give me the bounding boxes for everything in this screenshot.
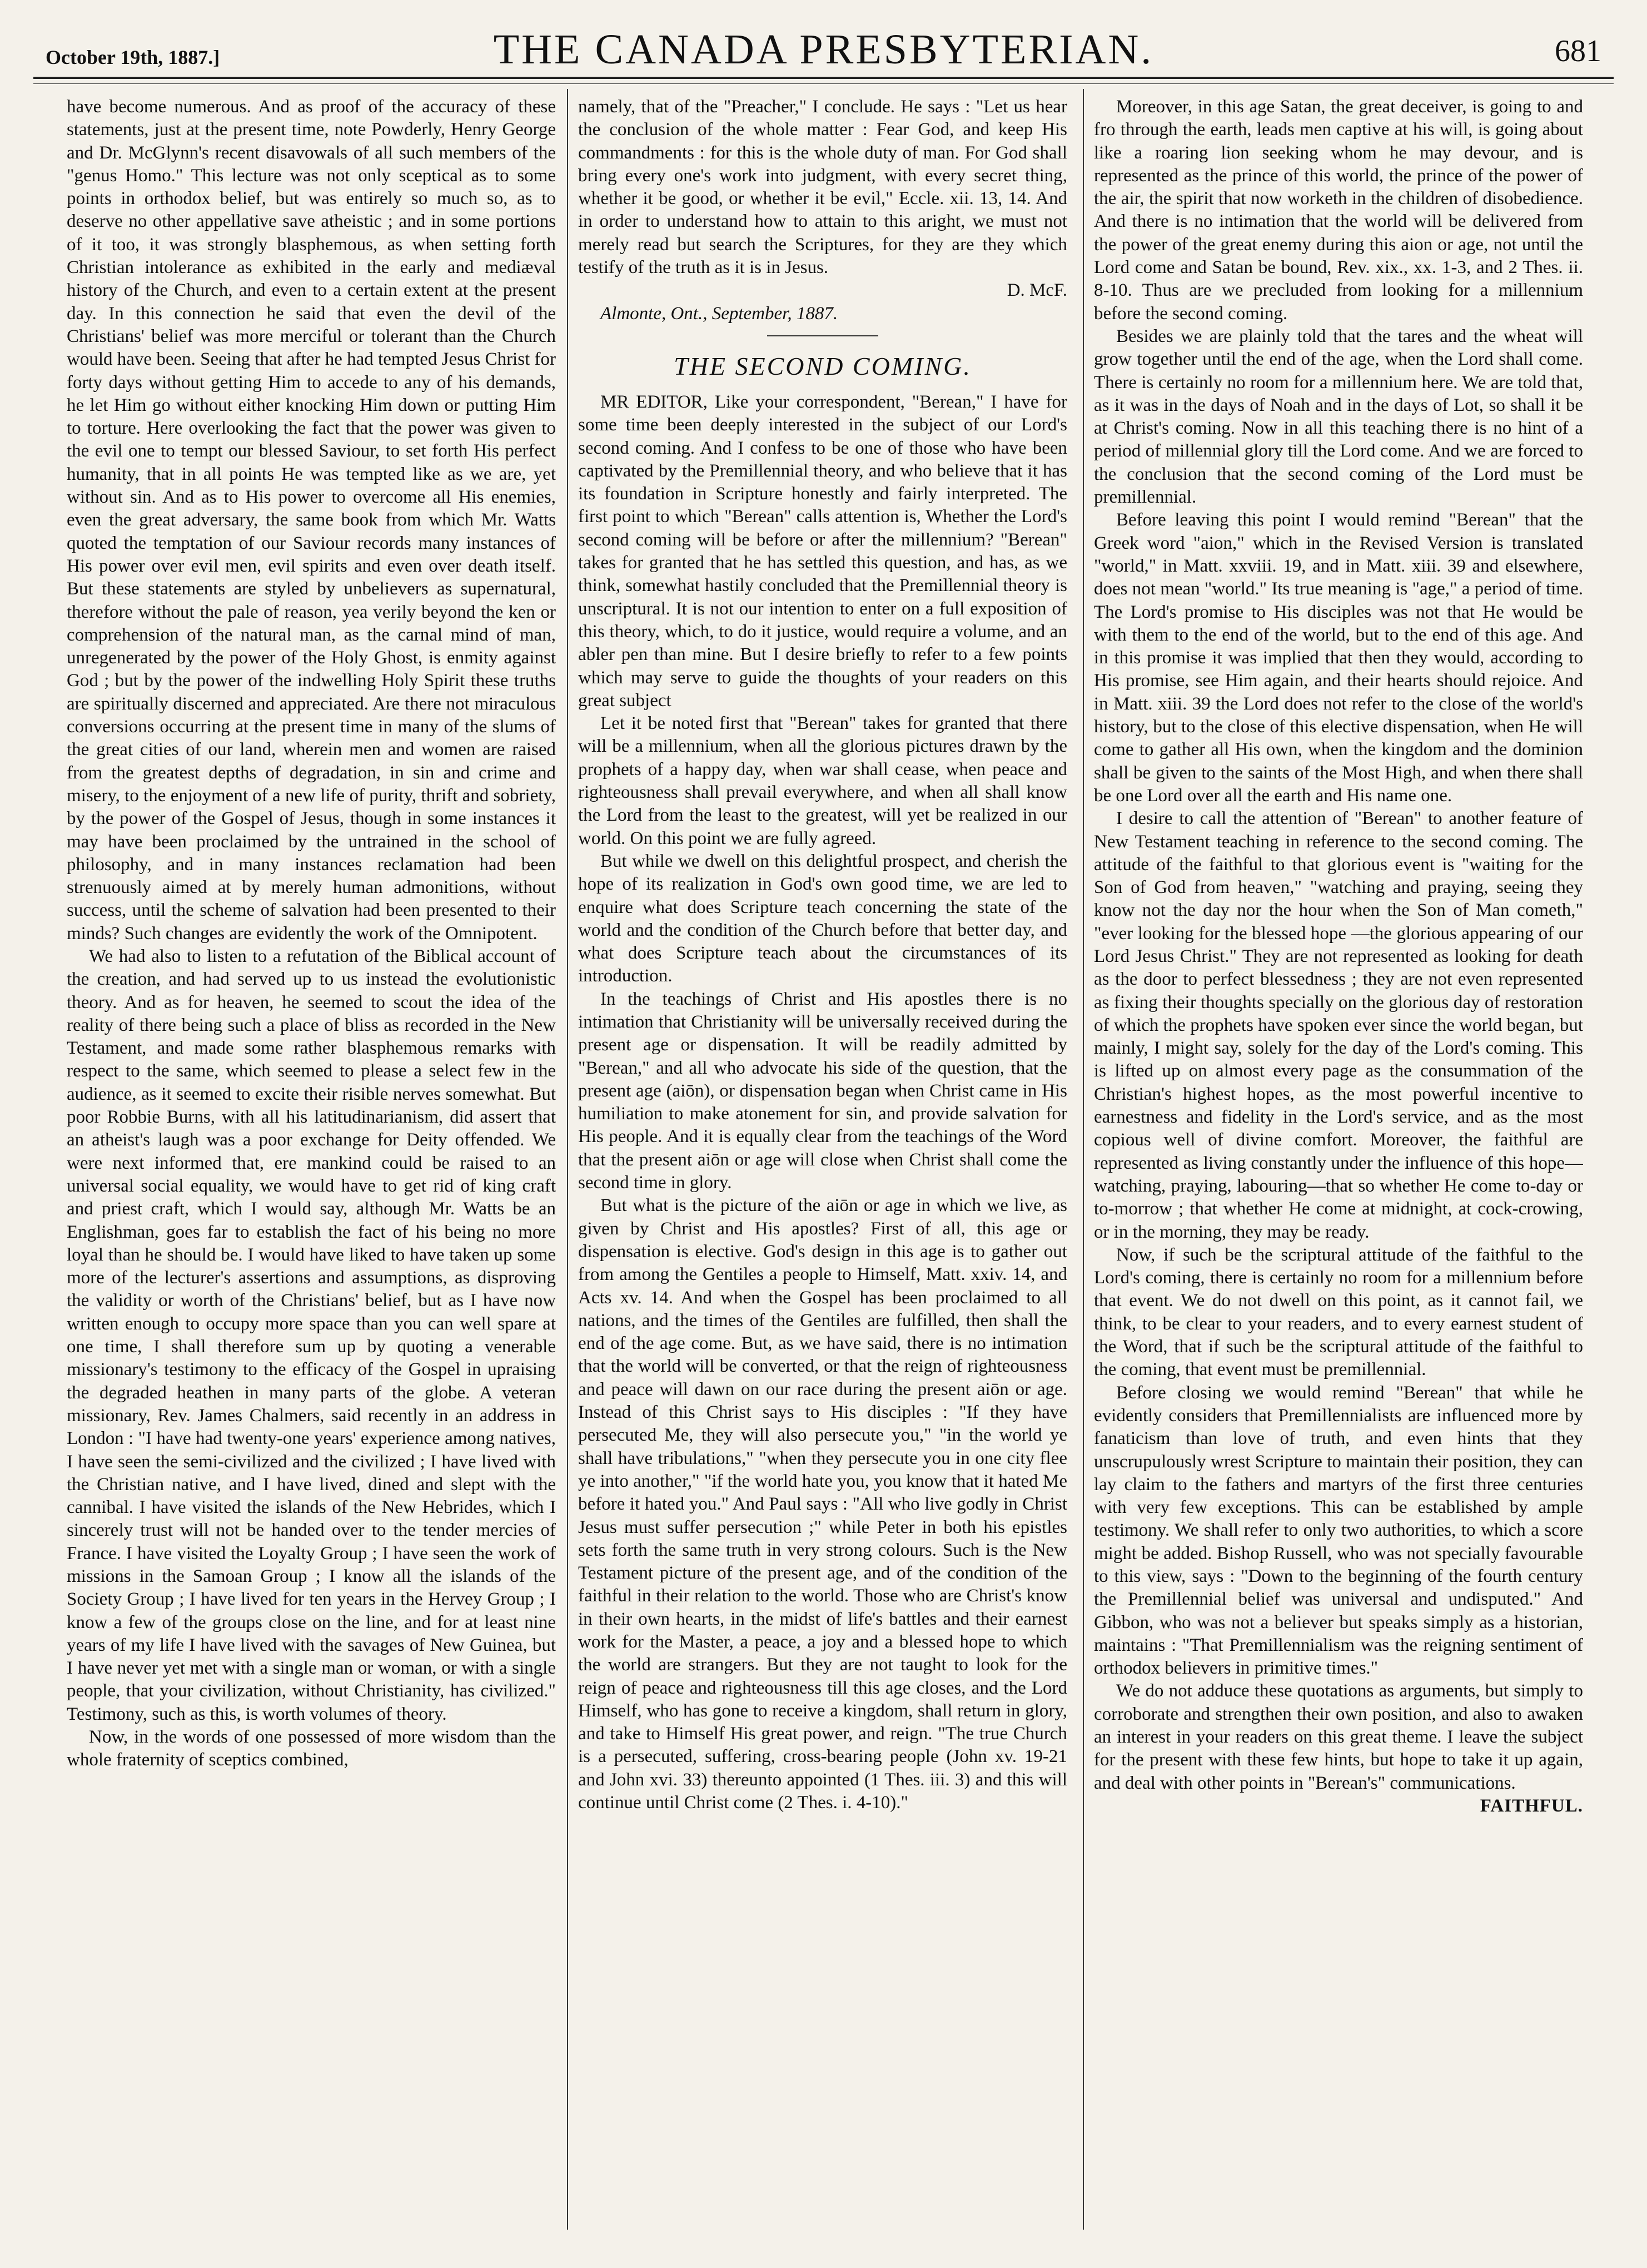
column-3	[1094, 96, 1583, 2225]
page-number: 681	[1555, 34, 1601, 68]
paragraph: I desire to call the attention of "Berean" to another feature of New Testament teaching in reference to the second coming. The attitude of the faithful to that glorious event is "waiting for the Son of God from heaven," "watching and praying, seeing they know not the day nor the hour when the Son of Man cometh," "ever looking for the blessed hope —the glorious appearing of our Lord Jesus Christ." They are not represented as looking for death as the door to perfect blessedness ; they are not even represented as fixing their thoughts specially on the glorious day of restoration of which the prophets have spoken ever since the world began, but mainly, I might say, solely for the day of the Lord's coming. This is lifted up on almost every page as the consummation of the Christian's highest hopes, as the most powerful incentive to earnestness and fidelity in the Lord's service, and as the most copious well of divine comfort. Moreover, the faithful are represented as living constantly under the influence of this hope— watching, praying, labouring—that so whether He come to-day or to-morrow ; that whether He come at midnight, at cock-crowing, or in the morning, they may be ready.	[1094, 808, 1583, 1242]
paragraph: We do not adduce these quotations as arguments, but simply to corroborate and strengthen their own position, and also to awaken an interest in your readers on this great theme. I leave the subject for the present with these few hints, but hope to take it up again, and deal with other points in "Berean's" communications.	[1094, 1681, 1583, 1793]
paragraph: But what is the picture of the aiōn or age in which we live, as given by Christ and His apostles? First of all, this age or dispensation is elective. God's design in this age is to gather out from among the Gentiles a people to Himself, Matt. xxiv. 14, and Acts xv. 14. And when the Gospel has been proclaimed to all nations, and the times of the Gentiles are fulfilled, then shall the end of the age come. But, as we have said, there is no intimation that the world will be converted, or that the reign of righteousness and peace will dawn on our race during the present aiōn or age. Instead of this Christ says to His disciples : "If they have persecuted Me, they will also persecute you," "in the world ye shall have tribulations," "when they persecute you in one city flee ye into another," "if the world hate you, you know that it hated Me before it hated you." And Paul says : "All who live godly in Christ Jesus must suffer persecution ;" while Peter in both his epistles sets forth the same truth in very strong colours. Such is the New Testament picture of the present age, and of the condition of the faithful in their relation to the world. Those who are Christ's know in their own hearts, in the midst of life's battles and their earnest work for the Master, a peace, a joy and a blessed hope to which the world are strangers. But they are not taught to look for the reign of peace and righteousness till this age closes, and the Lord Himself, who has gone to receive a kingdom, shall return in glory, and take to Himself His great power, and reign. "The true Church is a persecuted, suffering, cross-bearing people (John xv. 19-21 and John xvi. 33) thereunto appointed (1 Thes. iii. 3) and this will continue until Christ come (2 Thes. i. 4-10)."	[578, 1195, 1067, 1813]
paragraph: But while we dwell on this delightful prospect, and cherish the hope of its realization in God's own good time, we are led to enquire what does Scripture teach concerning the state of the world and the condition of the Church before that better day, and what does Scripture teach about the circumstances of its introduction.	[578, 851, 1067, 986]
paragraph: We had also to listen to a refutation of the Biblical account of the creation, and had served up to us instead the evolutionistic theory. And as for heaven, he seemed to scout the idea of the reality of there being such a place of bliss as recorded in the New Testament, and made some rather blasphemous remarks with respect to the same, which seemed to please a select few in the audience, as it seemed to excite their risible nerves somewhat. But poor Robbie Burns, with all his latitudinarianism, did assert that an atheist's laugh was a poor exchange for Deity offended. We were next informed that, ere mankind could be raised to an universal social equality, we would have to get rid of king craft and priest craft, which I would say, although Mr. Watts be an Englishman, goes far to establish the fact of his being no more loyal than he should be. I would have liked to have taken up some more of the lecturer's assertions and assumptions, as disproving the validity or worth of the Christians' belief, but as I have now written enough to occupy more space than you can well spare at one time, I shall therefore sum up by quoting a venerable missionary's testimony to the efficacy of the Gospel in upraising the degraded heathen in many parts of the globe. A veteran missionary, Rev. James Chalmers, said recently in an address in London : "I have had twenty-one years' experience among natives, I have seen the semi-civilized and the civilized ; I have lived with the Christian native, and I have lived, dined and slept with the cannibal. I have visited the islands of the New Hebrides, which I sincerely trust will not be handed over to the tender mercies of France. I have visited the Loyalty Group ; I have seen the work of missions in the Samoan Group ; I know all the islands of the Society Group ; I have lived for ten years in the Hervey Group ; I know a few of the groups close on the line, and for at least nine years of my life I have lived with the savages of New Guinea, but I have never yet met with a single man or woman, or with a single people, that your civilization, without Christianity, has civilized." Testimony, such as this, is worth volumes of theory.	[67, 946, 556, 1724]
paragraph: Now, in the words of one possessed of more wisdom than the whole fraternity of sceptics combined,	[67, 1727, 556, 1770]
paragraph: Before closing we would remind "Berean" that while he evidently considers that Premillennialists are influenced more by fanaticism than love of truth, and even hints that they unscrupulously wrest Scripture to maintain their position, they can lay claim to the fathers and martyrs of the first three centuries with very few exceptions. This can be established by ample testimony. We shall refer to only two authorities, to which a score might be added. Bishop Russell, who was not specially favourable to this view, says : "Down to the beginning of the fourth century the Premillennial belief was universal and undisputed." And Gibbon, who was not a believer but speaks simply as a historian, maintains : "That Premillennialism was the reigning sentiment of orthodox believers in primitive times."	[1094, 1382, 1583, 1679]
article-title: THE SECOND COMING.	[674, 351, 972, 380]
masthead-title: THE CANADA PRESBYTERIAN.	[493, 26, 1154, 73]
paragraph: Now, if such be the scriptural attitude of the faithful to the Lord's coming, there is certainly no room for a millennium before that event. We do not dwell on this point, as it cannot fail, we think, to be clear to your readers, and to every earnest student of the Word, that if such be the scriptural attitude of the faithful to the coming, that event must be premillennial.	[1094, 1244, 1583, 1380]
letter-place-date: Almonte, Ont., September, 1887.	[600, 303, 838, 324]
paragraph: Moreover, in this age Satan, the great deceiver, is going to and fro through the earth, leads men captive at his will, is going about like a roaring lion seeking whom he may devour, and is represented as the prince of this world, the prince of the power of the air, the spirit that now worketh in the children of disobedience. And there is no intimation that the world will be delivered from the power of the great enemy during this aion or age, not until the Lord come and Satan be bound, Rev. xix., xx. 1-3, and 2 Thes. ii. 8-10. Thus are we precluded from looking for a millennium before the second coming.	[1094, 97, 1583, 324]
paragraph: Before leaving this point I would remind "Berean" that the Greek word "aion," which in the Revised Version is translated "world," in Matt. xxviii. 19, and in Matt. xiii. 39 and elsewhere, does not mean "world." Its true meaning is "age," a period of time. The Lord's promise to His disciples was not that He would be with them to the end of the world, but to the end of this age. And in this promise it was implied that then they would, according to His promise, see Him again, and their hearts should rejoice. And in Matt. xiii. 39 the Lord does not refer to the close of the world's history, but to the close of this elective dispensation, when He will come to gather all His own, when the kingdom and the dominion shall be given to the saints of the Most High, and when there shall be one Lord over all the earth and His name one.	[1094, 510, 1583, 806]
issue-date: October 19th, 1887.]	[46, 46, 220, 68]
paragraph: namely, that of the "Preacher," I conclude. He says : "Let us hear the conclusion of the whole matter : Fear God, and keep His commandments : for this is the whole duty of man. For God shall bring every one's work into judgment, with every secret thing, whether it be good, or whether it be evil," Eccle. xii. 13, 14. And in order to understand how to attain to this aright, we must not merely read but search the Scriptures, for they are they which testify of the truth as it is in Jesus.	[578, 97, 1067, 278]
paragraph: MR EDITOR, Like your correspondent, "Berean," I have for some time been deeply interested in the subject of our Lord's second coming. And I confess to be one of those who have been captivated by the Premillennial theory, and who believe that it has its foundation in Scripture honestly and fairly interpreted. The first point to which "Berean" calls attention is, Whether the Lord's second coming will be before or after the millennium? "Berean" takes for granted that he has settled this question, and has, as we think, somewhat hastily concluded that the Premillennial theory is unscriptural. It is not our intention to enter on a full exposition of this theory, which, to do it justice, would require a volume, and an abler pen than mine. But I desire briefly to refer to a few points which may serve to guide the thoughts of your readers on this great subject	[578, 391, 1067, 711]
column-divider	[567, 89, 568, 2230]
column-1	[67, 96, 556, 2225]
paragraph: have become numerous. And as proof of the accuracy of these statements, just at the present time, note Powderly, Henry George and Dr. McGlynn's recent disavowals of all such members of the "genus Homo." This lecture was not only sceptical as to some points in orthodox belief, but was entirely so much so, as to deserve no other appellative save atheistic ; and in some portions of it too, it was strongly blasphemous, as when setting forth Christian intolerance as exhibited in the early and mediæval history of the Church, and even to a certain extent at the present day. In this connection he said that even the devil of the Christians' belief was more merciful or tolerant than the Church would have been. Seeing that after he had tempted Jesus Christ for forty days without getting Him to accede to any of his demands, he let Him go without either knocking Him down or putting Him to torture. Here overlooking the fact that the power was given to the evil one to tempt our blessed Saviour, to set forth His perfect humanity, that in all points He was tempted like as we are, yet without sin. And as to His power to overcome all His enemies, even the great adversary, the same book from which Mr. Watts quoted the temptation of our Saviour records many instances of His power over evil men, evil spirits and even over death itself. But these statements are styled by unbelievers as supernatural, therefore without the pale of reason, yea verily beyond the ken or comprehension of the natural man, as the carnal mind of man, unregenerated by the power of the Holy Ghost, is enmity against God ; but by the power of the indwelling Holy Spirit these truths are spiritually discerned and appreciated. Are there not miraculous conversions occurring at the present time in many of the slums of the great cities of our land, wherein men and women are raised from the greatest depths of degradation, in sin and crime and misery, to the enjoyment of a new life of purity, thrift and sobriety, by the power of the Gospel of Jesus, though in some instances it may have been proclaimed by the untrained in the school of philosophy, and in many instances reclamation had been strenuously aimed at by merely human admonitions, without success, until the scheme of salvation had been presented to their minds? Such changes are evidently the work of the Omnipotent.	[67, 97, 556, 944]
article-separator	[767, 335, 878, 336]
paragraph: In the teachings of Christ and His apostles there is no intimation that Christianity will be universally received during the present age or dispensation. It will be readily admitted by "Berean," and all who advocate his side of the question, that the present age (aiōn), or dispensation began when Christ came in His humiliation to make atonement for sin, and provide salvation for His people. And it is equally clear from the teachings of the Word that the present aiōn or age will close when Christ shall come the second time in glory.	[578, 989, 1067, 1193]
letter-signature: D. McF.	[1007, 280, 1067, 301]
header-rule-thin	[33, 83, 1614, 84]
page-header	[33, 23, 1614, 85]
article-signature: FAITHFUL.	[1480, 1795, 1583, 1816]
header-rule	[33, 77, 1614, 79]
paragraph: Besides we are plainly told that the tares and the wheat will grow together until the end of the age, when the Lord shall come. There is certainly no room for a millennium here. We are told that, as it was in the days of Noah and in the days of Lot, so shall it be at Christ's coming. Now in all this teaching there is no hint of a period of millennial glory till the Lord come. And we are forced to the conclusion that the second coming of the Lord must be premillennial.	[1094, 326, 1583, 508]
paragraph: Let it be noted first that "Berean" takes for granted that there will be a millennium, when all the glorious pictures drawn by the prophets of a happy day, when war shall cease, when peace and righteousness shall prevail everywhere, and when all shall know the Lord from the least to the greatest, will yet be realized in our world. On this point we are fully agreed.	[578, 713, 1067, 848]
column-divider	[1083, 89, 1084, 2230]
column-2	[578, 96, 1067, 2225]
